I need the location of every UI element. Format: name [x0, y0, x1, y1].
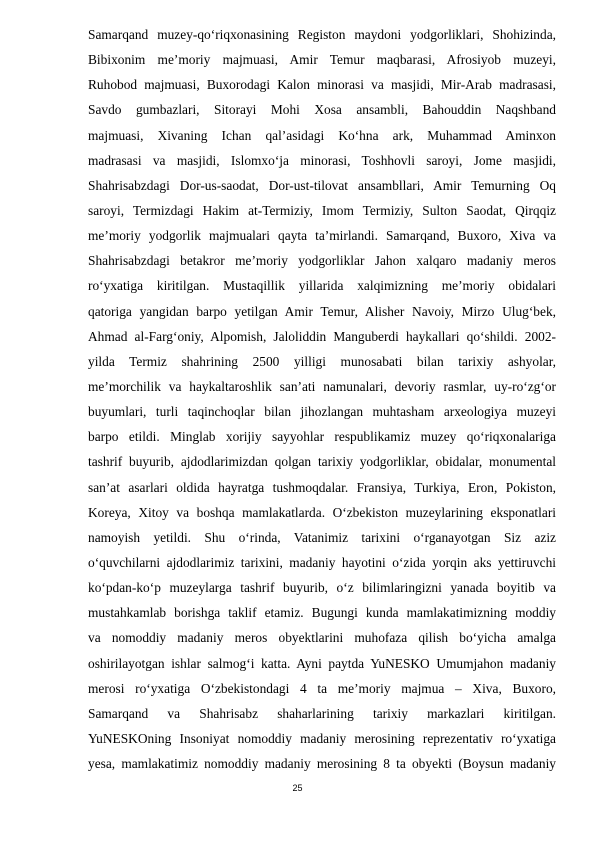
- text-line: Samarqand va Shahrisabz shaharlarining tarixiy markazlari kiritilgan.: [88, 705, 556, 721]
- text-line: Bibixonim me’moriy majmuasi, Amir Temur maqbarasi, Afrosiyob muzeyi,: [88, 52, 556, 68]
- text-line: oshirilayotgan ishlar salmog‘i katta. Ayni paytda YuNESKO Umumjahon madaniy: [88, 655, 556, 671]
- text-line: Samarqand muzey-qo‘riqxonasining Registon maydoni yodgorliklari, Shohizinda,: [88, 27, 556, 42]
- text-line: namoyish yetildi. Shu o‘rinda, Vatanimiz tarixini o‘rganayotgan Siz aziz: [88, 529, 556, 545]
- text-line: barpo etildi. Minglab xorijiy sayyohlar respublikamiz muzey qo‘riqxonalariga: [88, 429, 556, 445]
- text-line: majmuasi, Xivaning Ichan qal’asidagi Ko‘hna ark, Muhammad Aminxon: [88, 127, 556, 143]
- page-number: 25: [292, 783, 303, 793]
- text-line: tashrif buyurib, ajdodlarimizdan qolgan tarixiy yodgorliklar, obidalar, monumental: [88, 454, 556, 470]
- text-line: Koreya, Xitoy va boshqa mamlakatlarda. O‘zbekiston muzeylarining eksponatlari: [88, 504, 556, 520]
- text-line: buyumlari, turli taqinchoqlar bilan jihozlangan muhtasham arxeologiya muzeyi: [88, 404, 556, 420]
- text-line: qatoriga yangidan barpo yetilgan Amir Temur, Alisher Navoiy, Mirzo Ulug‘bek,: [88, 303, 556, 319]
- text-line: ro‘yxatiga kiritilgan. Mustaqillik yillarida xalqimizning me’moriy obidalari: [88, 278, 556, 294]
- text-line: Ahmad al-Farg‘oniy, Alpomish, Jaloliddin Manguberdi haykallari qo‘shildi. 2002-: [88, 328, 556, 344]
- text-line: Shahrisabzdagi betakror me’moriy yodgorliklar Jahon xalqaro madaniy meros: [88, 253, 556, 269]
- body-text: [88, 22, 556, 776]
- text-line: Ruhobod majmuasi, Buxorodagi Kalon minorasi va masjidi, Mir-Arab madrasasi,: [88, 77, 556, 93]
- text-line: va nomoddiy madaniy meros obyektlarini muhofaza qilish bo‘yicha amalga: [88, 630, 556, 646]
- text-line: madrasasi va masjidi, Islomxo‘ja minorasi, Toshhovli saroyi, Jome masjidi,: [88, 152, 556, 168]
- text-line: mustahkamlab borishga taklif etamiz. Bugungi kunda mamlakatimizning moddiy: [88, 605, 556, 621]
- text-line: YuNESKOning Insoniyat nomoddiy madaniy merosining reprezentativ ro‘yxatiga: [88, 730, 556, 746]
- text-line: yesa, mamlakatimiz nomoddiy madaniy merosining 8 ta obyekti (Boysun madaniy: [88, 756, 556, 772]
- text-line: me’moriy yodgorlik majmualari qayta ta’mirlandi. Samarqand, Buxoro, Xiva va: [88, 228, 556, 244]
- text-line: yilda Termiz shahrining 2500 yilligi munosabati bilan tarixiy ashyolar,: [88, 353, 556, 369]
- text-line: san’at asarlari oldida hayratga tushmoqdalar. Fransiya, Turkiya, Eron, Pokiston,: [88, 479, 556, 495]
- text-line: ko‘pdan-ko‘p muzeylarga tashrif buyurib, o‘z bilimlaringizni yanada boyitib va: [88, 580, 556, 596]
- text-line: Savdo gumbazlari, Sitorayi Mohi Xosa ansambli, Bahouddin Naqshband: [88, 102, 556, 118]
- text-line: o‘quvchilarni ajdodlarimiz tarixini, madaniy hayotini o‘zida yorqin aks yettiruvchi: [88, 554, 556, 570]
- text-line: Shahrisabzdagi Dor-us-saodat, Dor-ust-tilovat ansambllari, Amir Temurning Oq: [88, 177, 556, 193]
- text-line: saroyi, Termizdagi Hakim at-Termiziy, Imom Termiziy, Sulton Saodat, Qirqqiz: [88, 202, 556, 218]
- text-line: me’morchilik va haykaltaroshlik san’ati namunalari, devoriy rasmlar, uy-ro‘zg‘or: [88, 378, 556, 394]
- text-line: merosi ro‘yxatiga O‘zbekistondagi 4 ta me’moriy majmua – Xiva, Buxoro,: [88, 680, 556, 696]
